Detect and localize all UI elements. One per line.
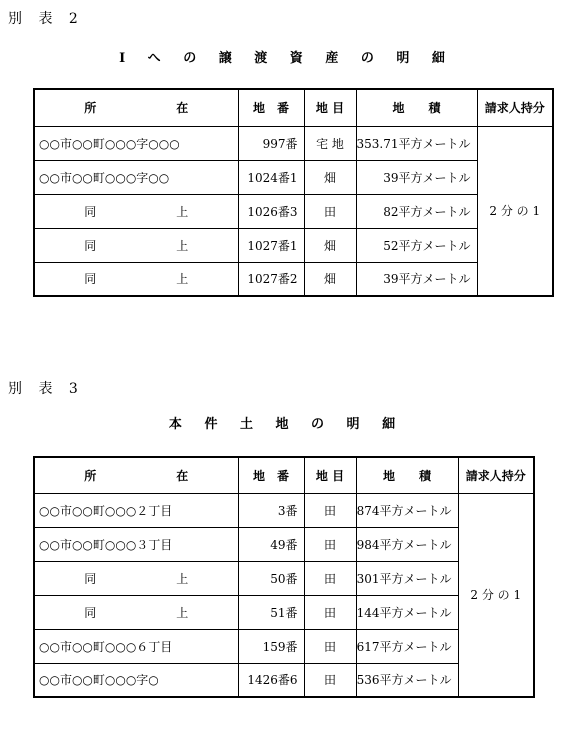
- header-location-first: 所: [84, 101, 97, 116]
- location-above-mark: 上: [176, 272, 189, 287]
- header-share: 請求人持分: [458, 457, 534, 493]
- location-same-mark: 同: [84, 204, 97, 219]
- header-location: [34, 89, 238, 126]
- area-cell: 39平方メートル: [356, 262, 477, 296]
- header-category: 地 目: [304, 89, 356, 126]
- location-cell: ○○市○○町○○○字○: [34, 663, 238, 697]
- header-lot: 地 番: [238, 89, 304, 126]
- lot-cell: 51番: [238, 595, 304, 629]
- lot-cell: 3番: [238, 493, 304, 527]
- area-cell: 353.71平方メートル: [356, 126, 477, 160]
- location-same-mark: 同: [84, 571, 97, 586]
- table2-label: 別 表 2: [8, 11, 84, 27]
- table3-title: 本 件 土 地 の 明 細: [168, 417, 405, 432]
- area-cell: 301平方メートル: [356, 561, 458, 595]
- lot-cell: 1027番2: [238, 262, 304, 296]
- lot-cell: 159番: [238, 629, 304, 663]
- location-cell: ○○市○○町○○○６丁目: [34, 629, 238, 663]
- category-cell: 畑: [304, 160, 356, 194]
- category-cell: 田: [304, 595, 356, 629]
- area-cell: 984平方メートル: [356, 527, 458, 561]
- location-above-mark: 上: [176, 571, 189, 586]
- category-cell: 田: [304, 629, 356, 663]
- location-above-mark: 上: [176, 238, 189, 253]
- table-row: [34, 493, 534, 527]
- table-header-row: [34, 457, 534, 493]
- table3-label: 別 表 3: [8, 381, 84, 397]
- header-location: [34, 457, 238, 493]
- category-cell: 田: [304, 663, 356, 697]
- table-row: [34, 160, 553, 194]
- header-location-second: 在: [176, 468, 189, 483]
- category-cell: 田: [304, 493, 356, 527]
- subject-land-table: [33, 456, 535, 698]
- location-above-mark: 上: [176, 204, 189, 219]
- location-cell: [34, 194, 238, 228]
- table-row: [34, 228, 553, 262]
- area-cell: 874平方メートル: [356, 493, 458, 527]
- location-same-mark: 同: [84, 238, 97, 253]
- location-cell: [34, 262, 238, 296]
- location-cell: [34, 561, 238, 595]
- category-cell: 田: [304, 561, 356, 595]
- area-cell: 617平方メートル: [356, 629, 458, 663]
- area-cell: 144平方メートル: [356, 595, 458, 629]
- lot-cell: 1026番3: [238, 194, 304, 228]
- table-row: [34, 262, 553, 296]
- category-cell: 畑: [304, 262, 356, 296]
- location-same-mark: 同: [84, 272, 97, 287]
- lot-cell: 1024番1: [238, 160, 304, 194]
- location-cell: ○○市○○町○○○２丁目: [34, 493, 238, 527]
- lot-cell: 49番: [238, 527, 304, 561]
- header-lot: 地 番: [238, 457, 304, 493]
- location-cell: [34, 228, 238, 262]
- transfer-assets-table: [33, 88, 554, 297]
- location-cell: ○○市○○町○○○３丁目: [34, 527, 238, 561]
- category-cell: 田: [304, 527, 356, 561]
- lot-cell: 1027番1: [238, 228, 304, 262]
- table-header-row: [34, 89, 553, 126]
- category-cell: 畑: [304, 228, 356, 262]
- lot-cell: 997番: [238, 126, 304, 160]
- table-row: [34, 194, 553, 228]
- location-cell: ○○市○○町○○○字○○: [34, 160, 238, 194]
- location-cell: ○○市○○町○○○字○○○: [34, 126, 238, 160]
- lot-cell: 50番: [238, 561, 304, 595]
- area-cell: 82平方メートル: [356, 194, 477, 228]
- area-cell: 39平方メートル: [356, 160, 477, 194]
- area-cell: 536平方メートル: [356, 663, 458, 697]
- table2-title: Ⅰ へ の 譲 渡 資 産 の 明 細: [119, 51, 454, 66]
- category-cell: 田: [304, 194, 356, 228]
- share-cell: 2 分 の 1: [458, 493, 534, 697]
- lot-cell: 1426番6: [238, 663, 304, 697]
- location-cell: [34, 595, 238, 629]
- table-row: [34, 126, 553, 160]
- category-cell: 宅 地: [304, 126, 356, 160]
- header-area: 地 積: [356, 457, 458, 493]
- location-same-mark: 同: [84, 605, 97, 620]
- header-location-first: 所: [84, 468, 97, 483]
- header-category: 地 目: [304, 457, 356, 493]
- header-share: 請求人持分: [477, 89, 553, 126]
- location-above-mark: 上: [176, 605, 189, 620]
- share-cell: 2 分 の 1: [477, 126, 553, 296]
- header-location-second: 在: [176, 101, 189, 116]
- area-cell: 52平方メートル: [356, 228, 477, 262]
- header-area: 地 積: [356, 89, 477, 126]
